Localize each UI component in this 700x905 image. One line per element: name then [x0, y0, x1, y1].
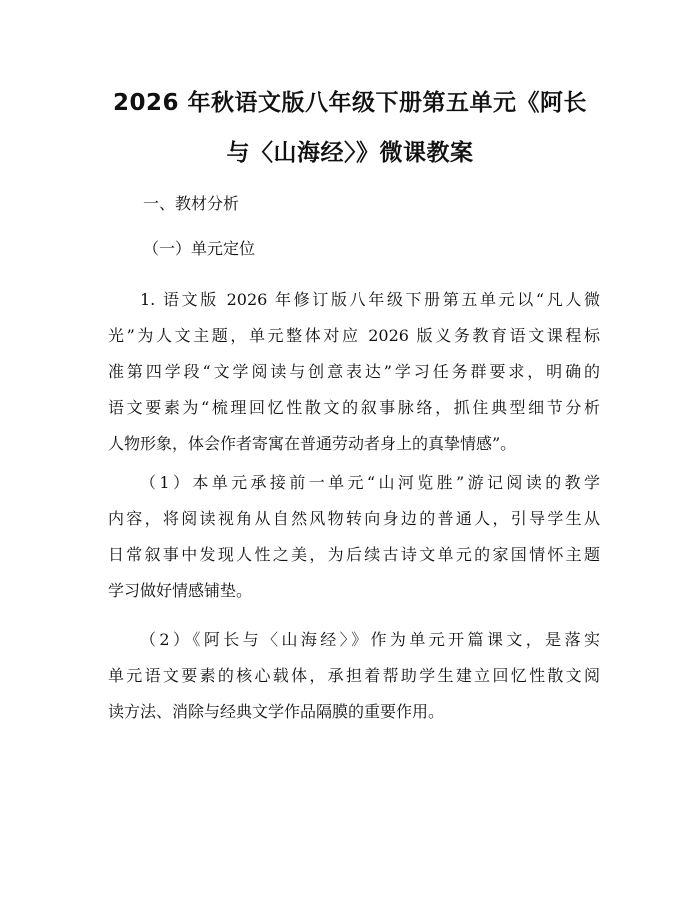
paragraph-line: （1）本单元承接前一单元“山河览胜”游记阅读的教学 — [140, 473, 600, 492]
paragraph-line: 读方法、消除与经典文学作品隔膜的重要作用。 — [108, 702, 445, 721]
paragraph-line: 学习做好情感铺垫。 — [108, 581, 253, 600]
paragraph-line: 内容，将阅读视角从自然风物转向身边的普通人，引导学生从 — [108, 509, 600, 528]
paragraph-line: 单元语文要素的核心载体，承担着帮助学生建立回忆性散文阅 — [108, 666, 600, 685]
paragraph-line: 1. 语文版 2026 年修订版八年级下册第五单元以“凡人微 — [140, 290, 600, 309]
paragraph-line: 语文要素为“梳理回忆性散文的叙事脉络，抓住典型细节分析 — [108, 398, 600, 417]
subsection-heading: （一）单元定位 — [143, 239, 256, 258]
paragraph-line: 光”为人文主题，单元整体对应 2026 版义务教育语文课程标 — [108, 326, 600, 345]
paragraph-lesson-role — [108, 622, 600, 730]
section-heading: 一、教材分析 — [143, 194, 240, 213]
paragraph-line: （2）《阿长与〈山海经〉》作为单元开篇课文，是落实 — [140, 630, 600, 649]
document-title-line-1: 2026 年秋语文版八年级下册第五单元《阿长 — [112, 90, 588, 116]
paragraph-line: 准第四学段“文学阅读与创意表达”学习任务群要求，明确的 — [108, 362, 600, 381]
paragraph-line: 人物形象，体会作者寄寓在普通劳动者身上的真挚情感”。 — [108, 434, 517, 453]
paragraph-unit-connection — [108, 465, 600, 609]
document-title-line-2: 与〈山海经〉》微课教案 — [226, 140, 474, 166]
paragraph-line: 日常叙事中发现人性之美，为后续古诗文单元的家国情怀主题 — [108, 545, 600, 564]
paragraph-unit-positioning — [108, 282, 600, 462]
